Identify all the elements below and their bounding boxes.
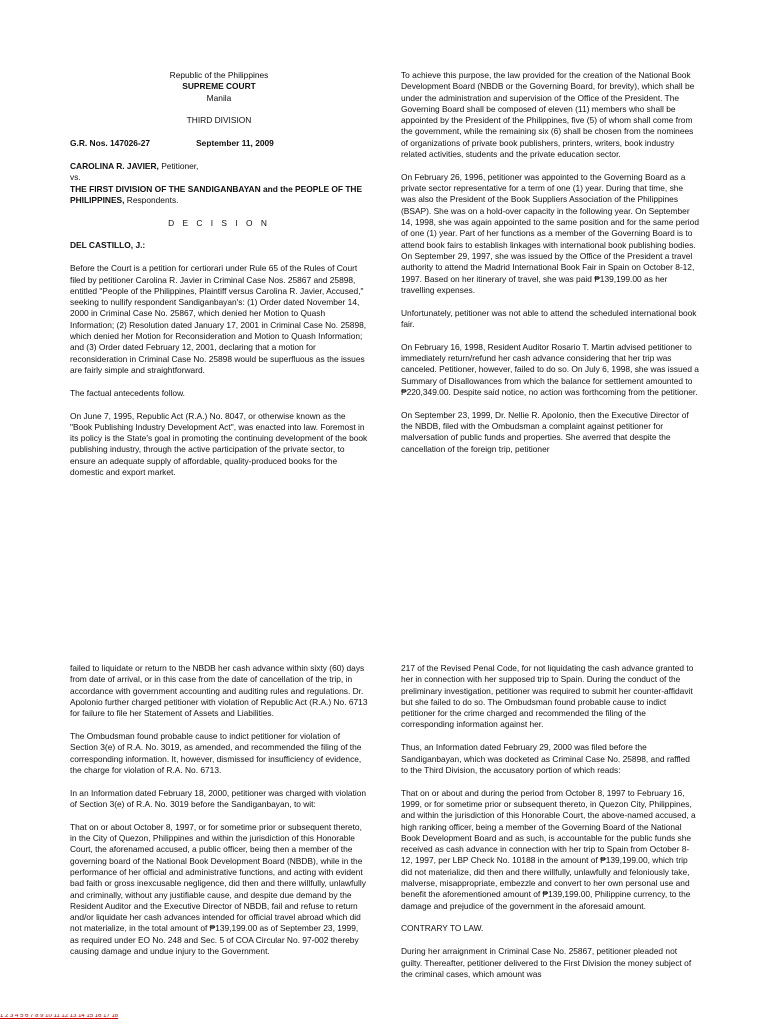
republic-line: Republic of the Philippines: [169, 70, 269, 80]
paragraph: On February 16, 1998, Resident Auditor Rosario T. Martin advised petitioner to immediately return/refund her cash advance considering that her trip was canceled. Petitioner, however, failed to do so. On July 6, 1998, she was issued a Summary of Disallowances from which the balance for settlement amounted to ₱220,349.00. Despite said notice, no action was forthcoming from the petitioner.: [401, 341, 699, 397]
decision-heading: D E C I S I O N: [168, 217, 270, 228]
ponente: DEL CASTILLO, J.:: [70, 240, 146, 251]
paragraph: Thus, an Information dated February 29, 2000 was filed before the Sandiganbayan, which was docketed as Criminal Case No. 25898, and raffled to the Third Division, the accusatory portion of which reads:: [401, 742, 690, 775]
paragraph: To achieve this purpose, the law provided for the creation of the National Book Development Board (NBDB or the Governing Board, for brevity), which shall be under the administration and supervision of the Office of the President. The Governing Board shall be composed of eleven (11) members who shall be appointed by the President of the Philippines, five (5) of whom shall come from the government, while the remaining six (6) shall be chosen from the nominees of organizations of private book publishers, printers, writers, book industry related activities, students and the private education sector.: [401, 70, 695, 160]
footnote-link[interactable]: 11: [53, 1014, 62, 1019]
paragraph: Unfortunately, petitioner was not able to attend the scheduled international book fair.: [401, 307, 697, 329]
paragraph: The Ombudsman found probable cause to indict petitioner for violation of Section 3(e) of R.A. No. 3019, as amended, and recommended the filing of the corresponding information. It, however, dismissed for insufficiency of evidence, the charge for violation of R.A. No. 6713.: [70, 730, 362, 775]
paragraph: failed to liquidate or return to the NBDB her cash advance within sixty (60) days from date of arrival, or in this case from the date of cancellation of the trip, in accordance with government accounting and auditing rules and regulations. Dr. Apolonio further charged petitioner with violation of Republic Act (R.A.) No. 6713 for failure to file her Statement of Assets and Liabilities.: [70, 663, 368, 719]
respondents: THE FIRST DIVISION OF THE SANDIGANBAYAN and the PEOPLE OF THE PHILIPPINES, Respondents.: [70, 183, 363, 205]
contrary-to-law: CONTRARY TO LAW.: [401, 923, 484, 934]
paragraph: The factual antecedents follow.: [70, 387, 185, 398]
footnote-references: [0, 1014, 768, 1024]
footnote-link[interactable]: 15: [86, 1014, 95, 1019]
city: Manila: [206, 92, 232, 103]
division: THIRD DIVISION: [186, 115, 252, 126]
footnote-link[interactable]: 4: [15, 1014, 21, 1019]
column-1: [70, 70, 368, 490]
footnote-link[interactable]: 13: [69, 1014, 79, 1019]
column-2: [401, 70, 699, 466]
footnote-link[interactable]: 18: [111, 1014, 119, 1019]
versus: vs.: [70, 172, 81, 183]
footnote-link[interactable]: 10: [45, 1014, 54, 1019]
footnote-link[interactable]: 8: [35, 1014, 41, 1019]
paragraph: Before the Court is a petition for certiorari under Rule 65 of the Rules of Court filed by petitioner Carolina R. Javier in Criminal Case Nos. 25867 and 25898, entitled "People of the Philippines, Plaintiff versus Carolina R. Javier, Accused," seeking to nullify respondent Sandiganbayan's: (1) Order dated November 14, 2000 in Criminal Case No. 25867, which denied her Motion to Quash Information; (2) Resolution dated January 17, 2001 in Criminal Case No. 25898, which denied her Motion for Reconsideration and Motion to Quash Information; and (3) Order dated February 12, 2001, declaring that a motion for reconsideration in Criminal Case No. 25898 would be superfluous as the issues are fairly simple and straightforward.: [70, 263, 367, 375]
footnote-link[interactable]: 14: [78, 1014, 87, 1019]
footnote-link[interactable]: 2: [5, 1014, 11, 1019]
paragraph: 217 of the Revised Penal Code, for not liquidating the cash advance granted to her in connection with her supposed trip to Spain. During the conduct of the preliminary investigation, petitioner was required to submit her counter-affidavit but she failed to do so. The Ombudsman found probable cause to indict petitioner for the crime charged and recommended the filing of the corresponding information against her.: [401, 663, 694, 730]
footnote-link[interactable]: 3: [10, 1014, 16, 1019]
paragraph: On June 7, 1995, Republic Act (R.A.) No. 8047, or otherwise known as the "Book Publishing Industry Development Act", was enacted into law. Foremost in its policy is the State's goal in promoting the continuing development of the book publishing industry, through the active participation of the private sector, to ensure an adequate supply of affordable, quality-produced books for the domestic and export market.: [70, 410, 368, 478]
footnote-link[interactable]: 9: [40, 1014, 46, 1019]
footnote-link[interactable]: 6: [25, 1014, 31, 1019]
quoted-information: That on or about October 8, 1997, or for sometime prior or subsequent thereto, in the City of Quezon, Philippines and within the jurisdiction of this Honorable Court, the aforenamed accused, a public officer, being then a member of the governing board of the National Book Development Board (NBDB), while in the performance of her official and administrative functions, and acting with evident bad faith or gross inexcusable negligence, did then and there willfully, unlawfully and criminally, without any justifiable cause, and despite due demand by the Resident Auditor and the Executive Director of NBDB, fail and refuse to return and/or liquidate her cash advances intended for official travel abroad which did not materialize, in the total amount of ₱139,199.00 as of September 23, 1999, as required under EO No. 248 and Sec. 5 of COA Circular No. 97-002 thereby causing damage and undue injury to the Government.: [70, 821, 366, 957]
footnote-link[interactable]: 7: [30, 1014, 36, 1019]
footnote-link[interactable]: 5: [20, 1014, 26, 1019]
paragraph: On September 23, 1999, Dr. Nellie R. Apolonio, then the Executive Director of the NBDB, filed with the Ombudsman a complaint against petitioner for malversation of public funds and properties. She averred that despite the cancellation of the foreign trip, petitioner: [401, 409, 689, 454]
petitioner: CAROLINA R. JAVIER, Petitioner,: [70, 160, 199, 171]
footnote-link[interactable]: 17: [103, 1014, 112, 1019]
footnote-link[interactable]: 1: [0, 1014, 6, 1019]
paragraph: In an Information dated February 18, 2000, petitioner was charged with violation of Section 3(e) of R.A. No. 3019 before the Sandiganbayan, to wit:: [70, 787, 367, 809]
decision-date: September 11, 2009: [196, 138, 274, 149]
footnote-link[interactable]: 16: [94, 1014, 104, 1019]
column-4: [401, 663, 699, 992]
court-name: SUPREME COURT: [182, 81, 256, 92]
paragraph: During her arraignment in Criminal Case No. 25867, petitioner pleaded not guilty. Thereafter, petitioner delivered to the First Division the money subject of the criminal cases, which amount was: [401, 946, 692, 979]
gr-number: G.R. Nos. 147026-27: [70, 138, 151, 149]
footnote-link[interactable]: 12: [61, 1014, 70, 1019]
case-number-row: [70, 138, 368, 149]
quoted-information: That on or about and during the period from October 8, 1997 to February 16, 1999, or for sometime prior or subsequent thereto, in Quezon City, Philippines, and within the jurisdiction of this Honorable Court, the above-named accused, a high ranking officer, being a member of the Governing Board of the National Book Development Board and as such, is accountable for the public funds she received as cash advance in connection with her trip to Spain from October 8-12, 1997, per LBP Check No. 10188 in the amount of ₱139,199.00, which trip did not materialize, did then and there willfully, unlawfully and feloniously take, malverse, misappropriate, embezzle and convert to her own personal use and benefit the aforementioned amount of ₱139,199.00, Philippine currency, to the damage and prejudice of the government in the aforesaid amount.: [401, 787, 696, 911]
column-3: [70, 663, 368, 969]
paragraph: On February 26, 1996, petitioner was appointed to the Governing Board as a private sector representative for a term of one (1) year. During that time, she was also the President of the Book Suppliers Association of the Philippines (BSAP). She was on a hold-over capacity in the following year. On September 14, 1998, she was again appointed to the same position and for the same period of one (1) year. Part of her functions as a member of the Governing Board is to attend book fairs to establish linkages with international book publishing bodies. On September 29, 1997, she was issued by the Office of the President a travel authority to attend the Madrid International Book Fair in Spain on October 8-12, 1997. Based on her itinerary of travel, she was paid ₱139,199.00 as her travelling expenses.: [401, 171, 699, 295]
